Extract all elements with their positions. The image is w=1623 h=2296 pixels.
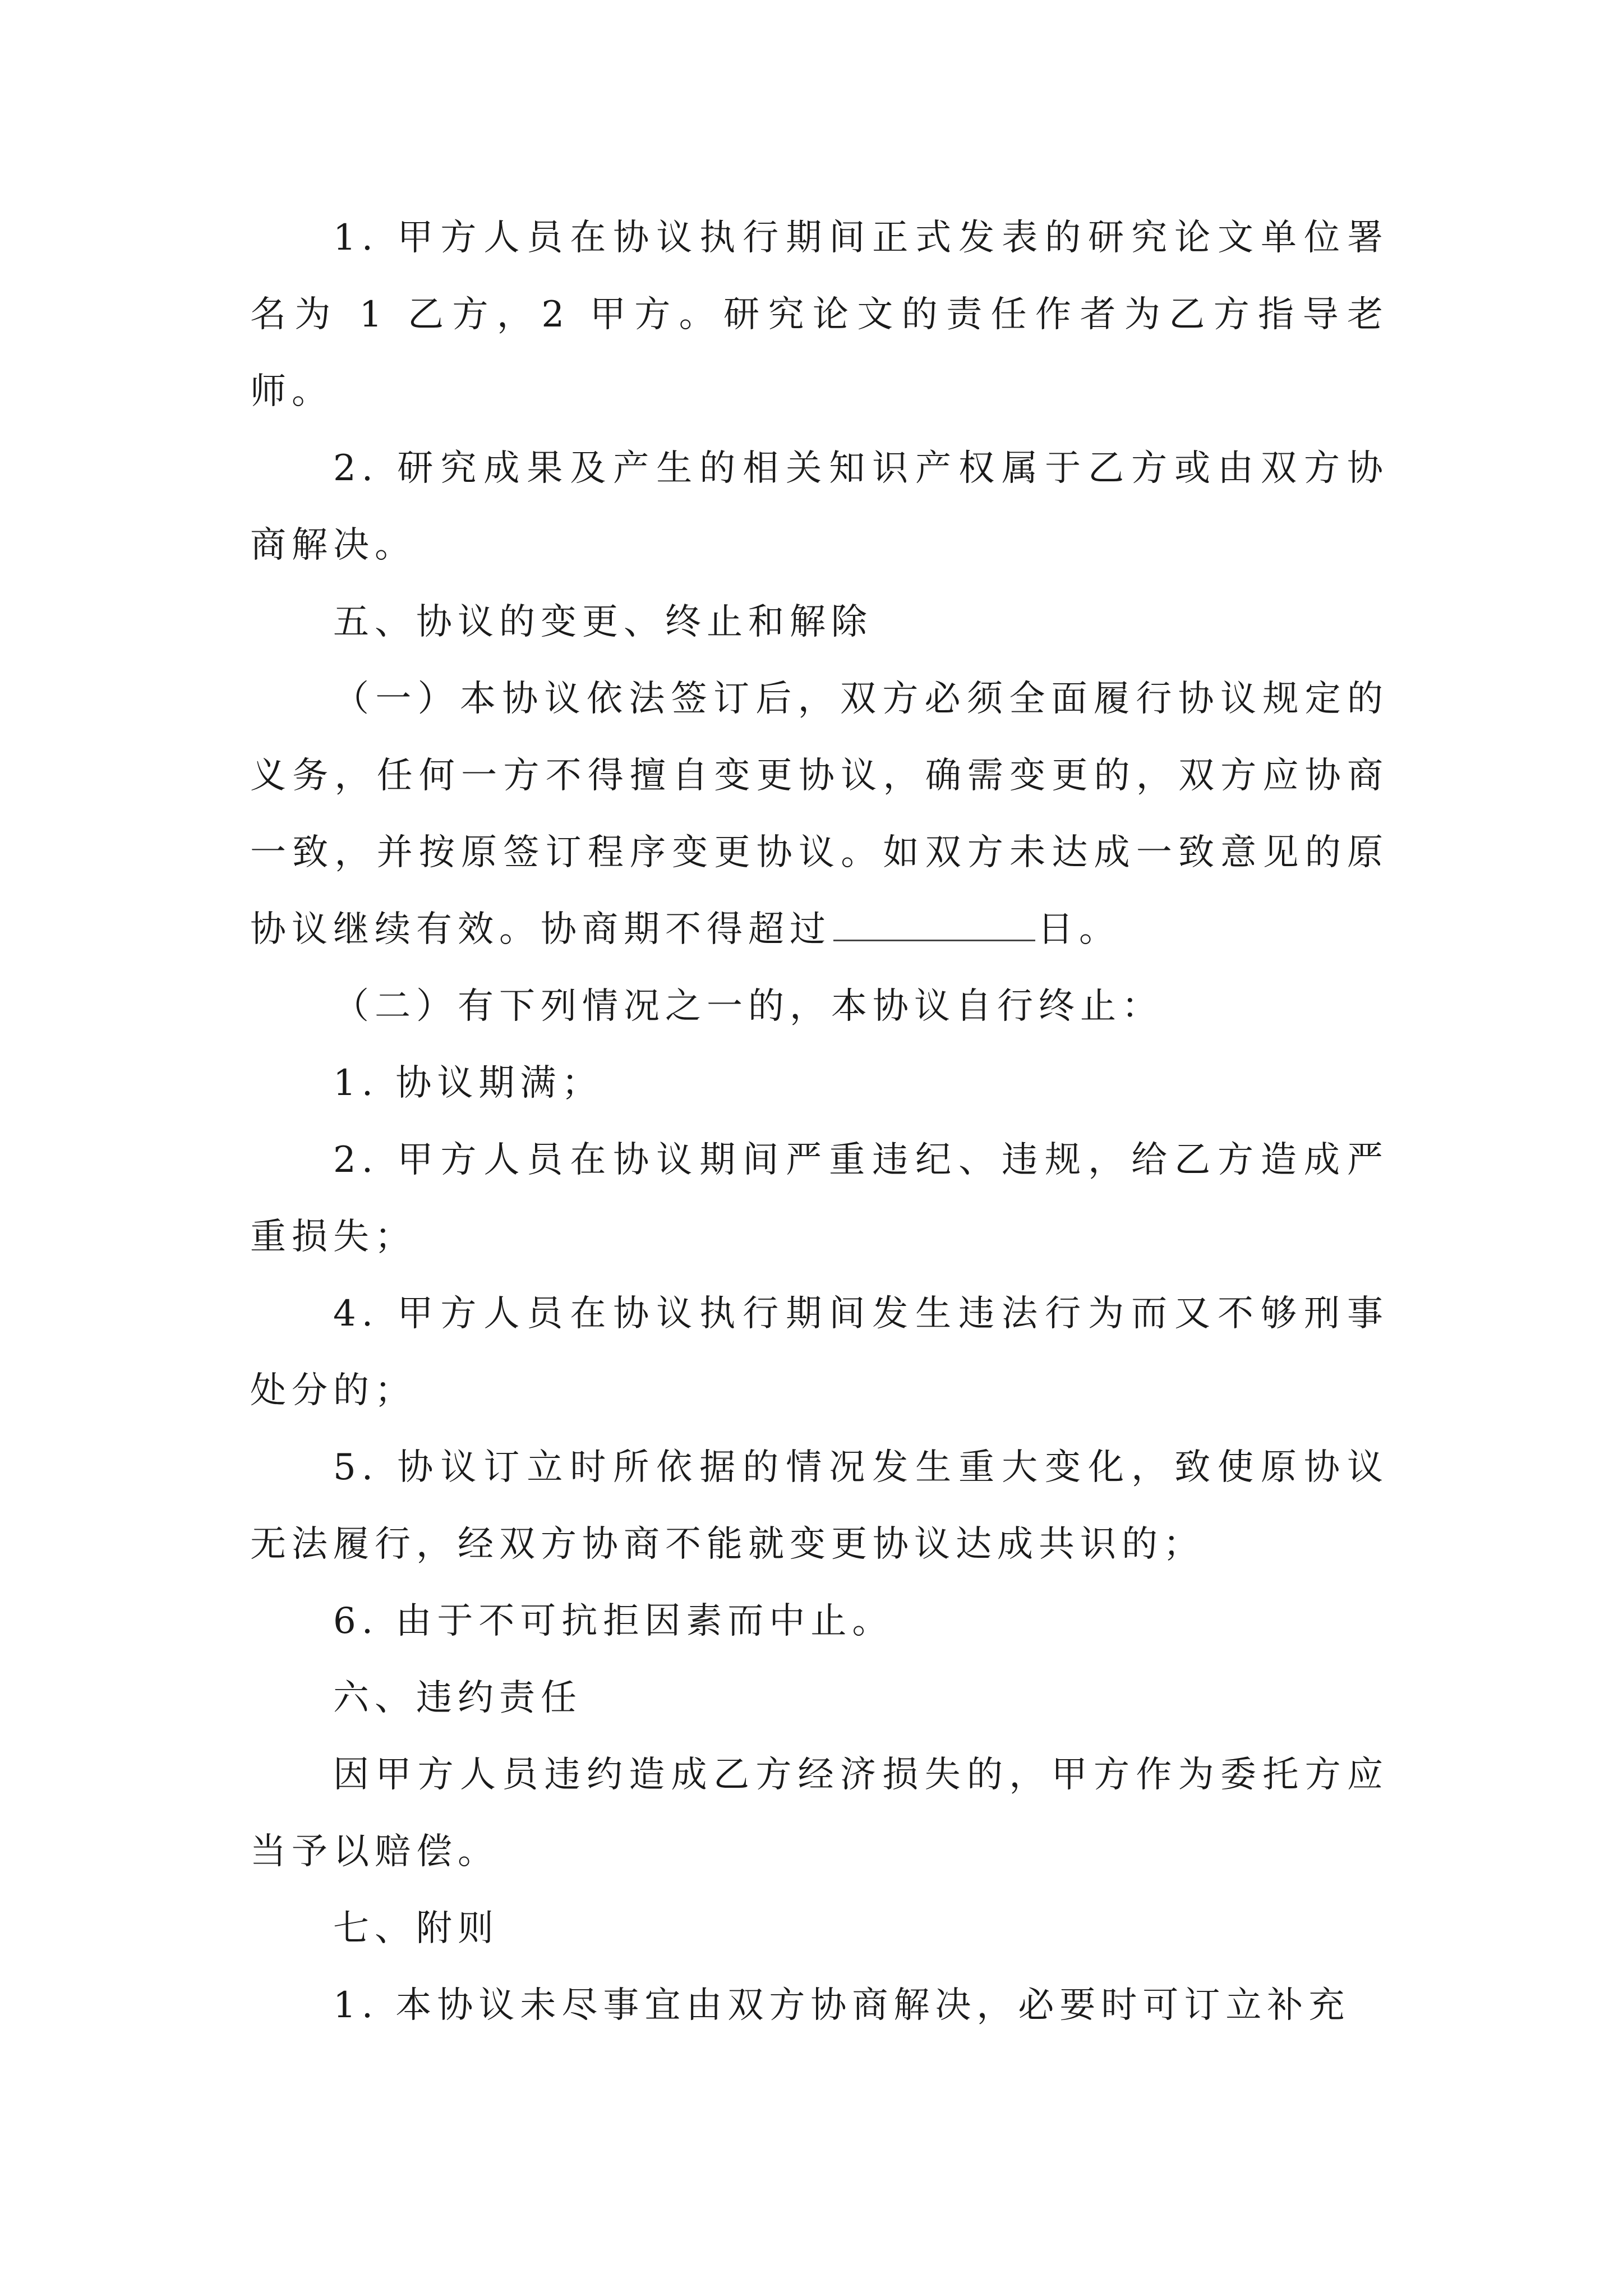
section-heading-appendix: 七、附则 [333, 1908, 499, 1949]
paragraph-paper-authorship: 1. 甲方人员在协议执行期间正式发表的研究论文单位署名为 1 乙方，2 甲方。研究论文的责任作者为乙方指导老师。 [250, 217, 1389, 412]
paragraph-termination-item-6: 6. 由于不可抗拒因素而中止。 [333, 1600, 894, 1642]
paragraph-termination-item-4: 4. 甲方人员在协议执行期间发生违法行为而又不够刑事处分的； [250, 1293, 1389, 1411]
paragraph-appendix-item-1: 1. 本协议未尽事宜由双方协商解决，必要时可订立补充 [333, 1985, 1350, 2026]
paragraph-termination-intro: （二）有下列情况之一的，本协议自行终止： [333, 986, 1163, 1027]
paragraph-ip-ownership: 2. 研究成果及产生的相关知识产权属于乙方或由双方协商解决。 [250, 448, 1389, 566]
paragraph-termination-item-2: 2. 甲方人员在协议期间严重违纪、违规，给乙方造成严重损失； [250, 1139, 1389, 1258]
paragraph-change-clause [250, 661, 1389, 968]
paragraph-termination-item-1: 1. 协议期满； [333, 1062, 603, 1104]
change-clause-suffix: 日。 [1038, 909, 1121, 950]
section-heading-liability: 六、违约责任 [333, 1677, 582, 1719]
change-clause-text: （一）本协议依法签订后，双方必须全面履行协议规定的义务，任何一方不得擅自变更协议，确需变更的，双方应协商一致，并按原签订程序变更协议。如双方未达成一致意见的原协议继续有效。协商期不得超过 [250, 678, 1389, 950]
paragraph-termination-item-5: 5. 协议订立时所依据的情况发生重大变化，致使原协议无法履行，经双方协商不能就变更协议达成共识的； [250, 1447, 1389, 1565]
blank-days-field [833, 906, 1035, 941]
section-heading-change-termination: 五、协议的变更、终止和解除 [333, 601, 873, 643]
document-body [250, 200, 1389, 2044]
paragraph-liability: 因甲方人员违约造成乙方经济损失的，甲方作为委托方应当予以赔偿。 [250, 1754, 1389, 1872]
